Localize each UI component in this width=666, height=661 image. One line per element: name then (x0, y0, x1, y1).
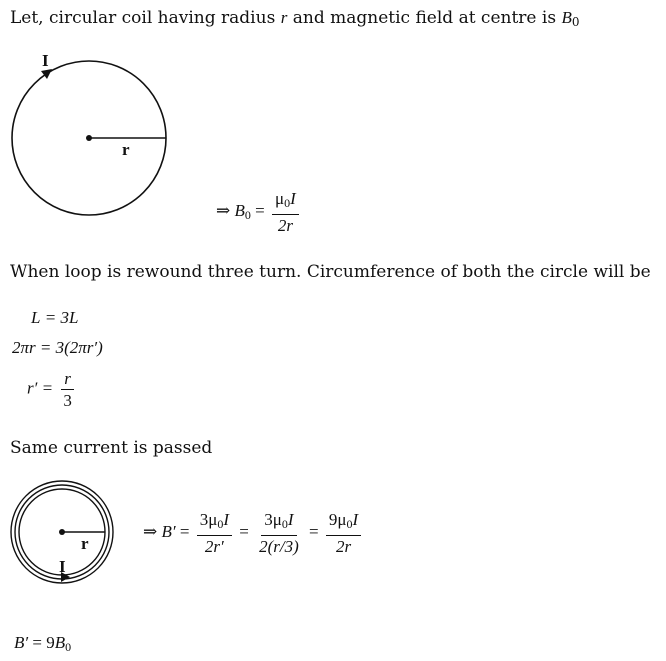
fraction-rprime: $\frac{r}{3}$ (60, 369, 75, 410)
fraction-b0: $\frac{\mu_0I}{2r}$ (272, 189, 299, 235)
fraction-1: $\frac{3\mu_0I}{2r'}$ (197, 510, 232, 556)
fraction-2: $\frac{3\mu_0I}{2(r/3)}$ (259, 510, 299, 556)
fraction-3: $\frac{9\mu_0I}{2r}$ (326, 510, 361, 556)
result-equation: $B' = 9B_0$ (14, 633, 72, 654)
current-label-1: I (42, 51, 49, 70)
equation-length: L = 3L (31, 308, 79, 327)
radius-label-2: r (81, 534, 89, 553)
equation-b0: ⇒ $B_0$ = $\frac{\mu_0I}{2r}$ (216, 189, 302, 235)
same-current-sentence: Same current is passed (10, 438, 213, 458)
equation-circumference: 2πr = 3(2πr′) (12, 338, 103, 357)
equation-rprime: r′ = $\frac{r}{3}$ (27, 369, 78, 410)
rewound-sentence: When loop is rewound three turn. Circumference of both the circle will be (10, 262, 651, 282)
radius-label-1: r (122, 140, 130, 159)
equation-bprime: ⇒ B′ = $\frac{3\mu_0I}{2r'}$ = $\frac{3\mu_0I}{2(r/3)}$ = $\frac{9\mu_0I}{2r}$ (143, 510, 364, 556)
current-label-2: I (59, 557, 66, 576)
intro-line: Let, circular coil having radius r and magnetic field at centre is $B_0$ (10, 8, 580, 29)
center-dot-2 (59, 529, 65, 535)
